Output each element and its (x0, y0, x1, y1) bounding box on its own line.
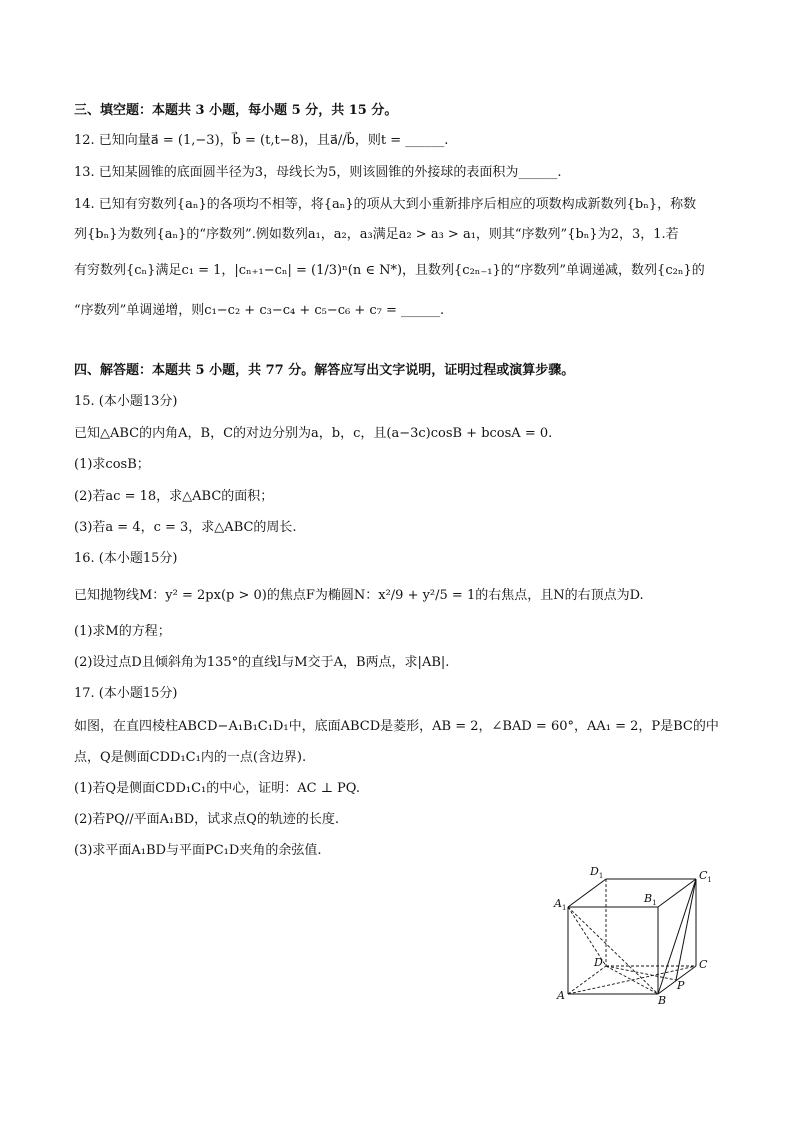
question-14-line4: “序数列”单调递增，则c₁−c₂ + c₃−c₄ + c₅−c₆ + c₇ = ______. (74, 303, 445, 318)
question-17-stem-line1: 如图，在直四棱柱ABCD−A₁B₁C₁D₁中，底面ABCD是菱形，AB = 2，∠BAD = 60°，AA₁ = 2，P是BC的中 (74, 719, 719, 734)
label-D1: $D_1$ (590, 865, 604, 880)
question-17-part3: (3)求平面A₁BD与平面PC₁D夹角的余弦值. (74, 843, 322, 858)
question-14-line3: 有穷数列{cₙ}满足c₁ = 1，|cₙ₊₁−cₙ| = (1/3)ⁿ(n ∈ N*)，且数列{c₂ₙ₋₁}的“序数列”单调递减，数列{c₂ₙ}的 (74, 263, 705, 278)
question-15-stem: 已知△ABC的内角A，B，C的对边分别为a，b，c，且(a−3c)cosB + bcosA = 0. (74, 426, 553, 441)
prism-diagram (548, 862, 728, 1012)
prism-figure (548, 862, 728, 1012)
question-17-part2: (2)若PQ//平面A₁BD，试求点Q的轨迹的长度. (74, 812, 339, 827)
question-14-line1: 14. 已知有穷数列{aₙ}的各项均不相等，将{aₙ}的项从大到小重新排序后相应的项数构成新数列{bₙ}，称数 (74, 197, 697, 212)
question-16-title: 16. (本小题15分) (74, 551, 178, 566)
question-15-part1: (1)求cosB； (74, 457, 150, 472)
question-17-part1: (1)若Q是侧面CDD₁C₁的中心，证明：AC ⊥ PQ. (74, 781, 360, 796)
question-14-line2: 列{bₙ}为数列{aₙ}的“序数列”.例如数列a₁，a₂，a₃满足a₂ > a₃ > a₁，则其“序数列”{bₙ}为2，3，1.若 (74, 227, 679, 242)
section4-heading: 四、解答题：本题共 5 小题，共 77 分。解答应写出文字说明，证明过程或演算步骤。 (74, 363, 575, 378)
question-16-part1: (1)求M的方程； (74, 624, 171, 639)
label-P: P (677, 979, 685, 992)
question-15-title: 15. (本小题13分) (74, 394, 178, 409)
label-C1: $C_1$ (699, 869, 712, 884)
question-15-part2: (2)若ac = 18，求△ABC的面积； (74, 489, 274, 504)
label-A: A (557, 989, 565, 1002)
label-B1: $B_1$ (644, 892, 657, 907)
question-15-part3: (3)若a = 4，c = 3，求△ABC的周长. (74, 520, 297, 535)
label-B: B (658, 994, 667, 1007)
question-13: 13. 已知某圆锥的底面圆半径为3，母线长为5，则该圆锥的外接球的表面积为______. (74, 165, 562, 180)
label-A1: $A_1$ (554, 897, 567, 912)
label-C: C (699, 958, 708, 971)
question-12: 12. 已知向量a⃗ = (1,−3)，b⃗ = (t,t−8)，且a⃗//b⃗，则t = ______. (74, 133, 449, 148)
question-16-part2: (2)设过点D且倾斜角为135°的直线l与M交于A，B两点，求|AB|. (74, 655, 450, 670)
label-D: D (594, 956, 603, 969)
section3-heading: 三、填空题：本题共 3 小题，每小题 5 分，共 15 分。 (74, 103, 398, 118)
question-17-title: 17. (本小题15分) (74, 686, 178, 701)
question-16-stem: 已知抛物线M：y² = 2px(p > 0)的焦点F为椭圆N：x²/9 + y²/5 = 1的右焦点，且N的右顶点为D. (74, 588, 644, 603)
question-17-stem-line2: 点，Q是侧面CDD₁C₁内的一点(含边界). (74, 750, 307, 765)
